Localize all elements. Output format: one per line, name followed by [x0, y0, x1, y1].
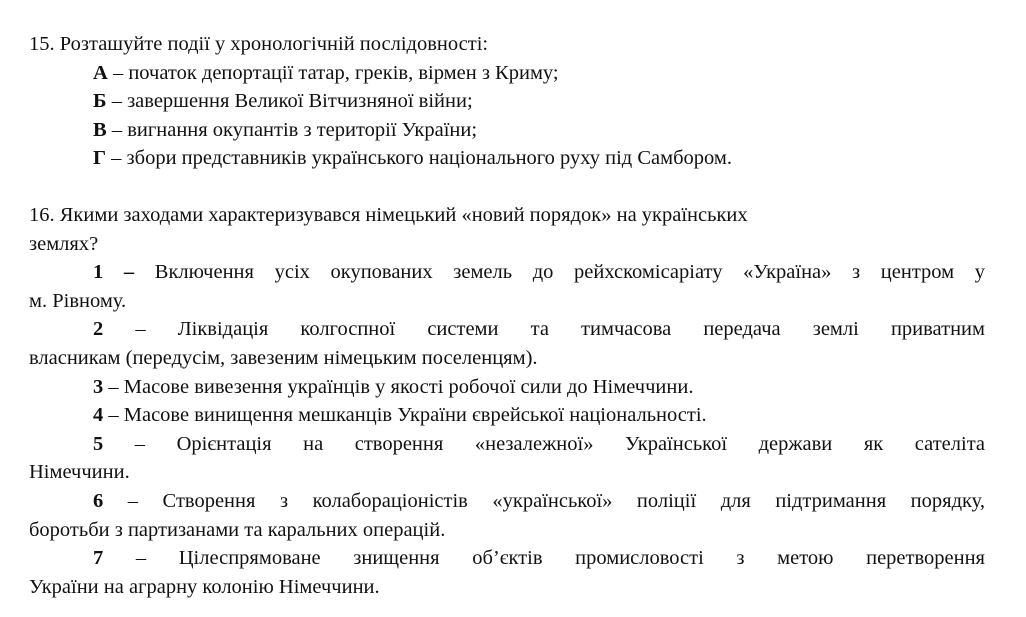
q16-item-text: – Масове винищення мешканців України єврейської національності.: [103, 404, 707, 427]
q15-option-v: [29, 116, 985, 145]
q15-option-text: – початок депортації татар, греків, вірмен з Криму;: [107, 61, 559, 84]
q16-item-2-cont: власникам (передусім, завезеним німецьким поселенцям).: [29, 346, 538, 369]
q16-item-5: [29, 430, 985, 459]
q16-item-6: [29, 487, 985, 516]
q16-item-text: – Цілеспрямоване знищення об’єктів промисловості з метою перетворення: [103, 547, 985, 570]
q16-item-text: – Орієнтація на створення «незалежної» Української держави як сателіта: [103, 432, 985, 455]
q15-option-b: [29, 87, 985, 116]
q16-item-3: [29, 373, 985, 402]
q15-option-text: – завершення Великої Вітчизняної війни;: [106, 90, 473, 113]
q16-item-text: – Масове вивезення українців у якості робочої сили до Німеччини.: [103, 375, 694, 398]
q16-item-7: [29, 544, 985, 573]
q16-item-1-cont: м. Рівному.: [29, 289, 127, 312]
question-spacer: [29, 173, 985, 201]
question-16-title: 16. Якими заходами характеризувався німецький «новий порядок» на українських: [29, 203, 748, 226]
q15-option-text: – вигнання окупантів з території України;: [106, 118, 478, 141]
q15-option-letter: Г: [93, 147, 107, 170]
q16-item-1: [29, 258, 985, 287]
question-16-title-cont: землях?: [29, 232, 99, 255]
q16-item-number: 4: [93, 404, 104, 427]
q15-option-text: – збори представників українського національного руху під Самбором.: [106, 147, 732, 170]
q16-item-7-cont: України на аграрну колонію Німеччини.: [29, 575, 380, 598]
q16-item-number: 2: [93, 318, 104, 341]
q16-item-text: – Ліквідація колгоспної системи та тимчасова передача землі приватним: [103, 318, 985, 341]
q16-item-number: 7: [93, 547, 104, 570]
q15-option-a: [29, 59, 985, 88]
q15-option-letter: В: [93, 118, 107, 141]
q16-item-6-cont: боротьби з партизанами та каральних операцій.: [29, 518, 446, 541]
q15-option-g: [29, 144, 985, 173]
q15-option-letter: Б: [93, 90, 107, 113]
document-page: [29, 30, 985, 601]
q16-item-text: – Створення з колабораціоністів «української» поліції для підтримання порядку,: [103, 489, 985, 512]
q16-item-5-cont: Німеччини.: [29, 461, 130, 484]
q16-item-2: [29, 315, 985, 344]
q16-item-text: Включення усіх окупованих земель до рейхскомісаріату «Україна» з центром у: [134, 261, 985, 284]
q16-item-number: 5: [93, 432, 104, 455]
q15-option-letter: А: [93, 61, 108, 84]
q16-item-4: [29, 401, 985, 430]
q16-item-number: 1 –: [93, 261, 135, 284]
q16-item-number: 3: [93, 375, 104, 398]
question-15-title: 15. Розташуйте події у хронологічній послідовності:: [29, 33, 489, 55]
q16-item-number: 6: [93, 489, 104, 512]
